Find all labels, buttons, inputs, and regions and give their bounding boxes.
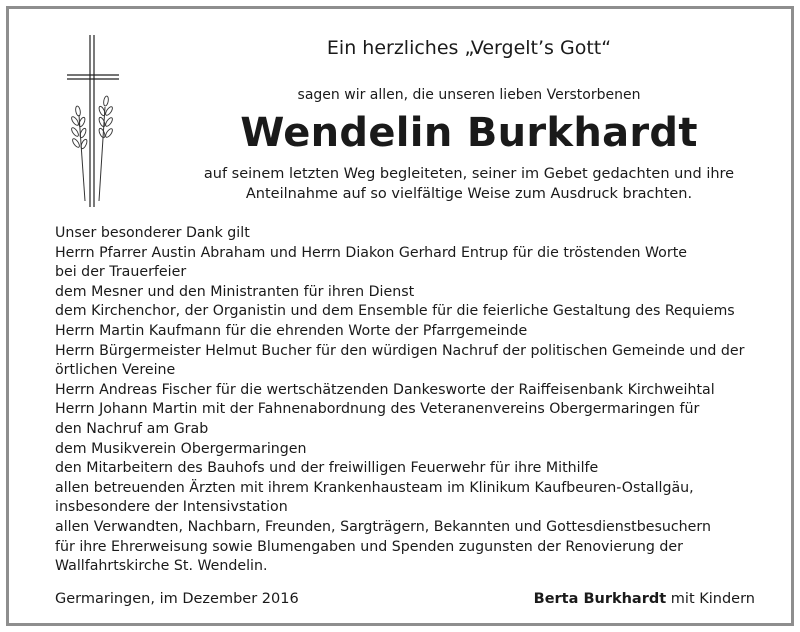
body-line: insbesondere der Intensivstation [55, 499, 288, 516]
body-line: dem Kirchenchor, der Organistin und dem Ensemble für die feierliche Gestaltung des Requiems [55, 303, 735, 320]
body-line: allen Verwandten, Nachbarn, Freunden, Sargträgern, Bekannten und Gottesdienstbesuchern [55, 518, 711, 535]
body-line: Herrn Bürgermeister Helmut Bucher für den würdigen Nachruf der politischen Gemeinde und der [55, 342, 745, 359]
body-line: örtlichen Vereine [55, 362, 176, 379]
body-line: dem Mesner und den Ministranten für ihren Dienst [55, 283, 415, 300]
thanks-list [55, 224, 755, 577]
place-date: Germaringen, im Dezember 2016 [55, 591, 299, 607]
deceased-name: Wendelin Burkhardt [240, 110, 698, 156]
signature [534, 591, 755, 607]
body-line: Herrn Andreas Fischer für die wertschätzenden Dankesworte der Raiffeisenbank Kirchweihtal [55, 381, 715, 398]
body-line: Herrn Pfarrer Austin Abraham und Herrn Diakon Gerhard Entrup für die tröstenden Worte [55, 244, 687, 261]
thanks-heading: Ein herzliches „Vergelt’s Gott“ [326, 37, 612, 59]
obituary-notice [6, 6, 794, 626]
body-line: Herrn Martin Kaufmann für die ehrenden Worte der Pfarrgemeinde [55, 322, 528, 339]
body-line: dem Musikverein Obergermaringen [55, 440, 307, 457]
body-line: bei der Trauerfeier [55, 264, 187, 281]
cross-with-wheat-icon [63, 31, 123, 211]
intro-line: sagen wir allen, die unseren lieben Verstorbenen [297, 87, 641, 103]
body-line: Wallfahrtskirche St. Wendelin. [55, 558, 268, 575]
after-line-2: Anteilnahme auf so vielfältige Weise zum Ausdruck brachten. [245, 186, 693, 202]
after-line-1: auf seinem letzten Weg begleiteten, seiner im Gebet gedachten und ihre [203, 166, 735, 182]
signer-suffix: mit Kindern [666, 591, 755, 607]
body-line: Herrn Johann Martin mit der Fahnenabordnung des Veteranenvereins Obergermaringen für [55, 401, 700, 418]
body-line: Unser besonderer Dank gilt [55, 225, 250, 241]
body-line: den Nachruf am Grab [55, 420, 209, 437]
signer-name: Berta Burkhardt [533, 591, 667, 607]
body-line: allen betreuenden Ärzten mit ihrem Krankenhausteam im Klinikum Kaufbeuren-Ostallgäu, [55, 479, 694, 496]
body-line: für ihre Ehrerweisung sowie Blumengaben und Spenden zugunsten der Renovierung der [55, 538, 683, 555]
body-line: den Mitarbeitern des Bauhofs und der freiwilligen Feuerwehr für ihre Mithilfe [55, 460, 599, 477]
after-text [159, 164, 779, 204]
